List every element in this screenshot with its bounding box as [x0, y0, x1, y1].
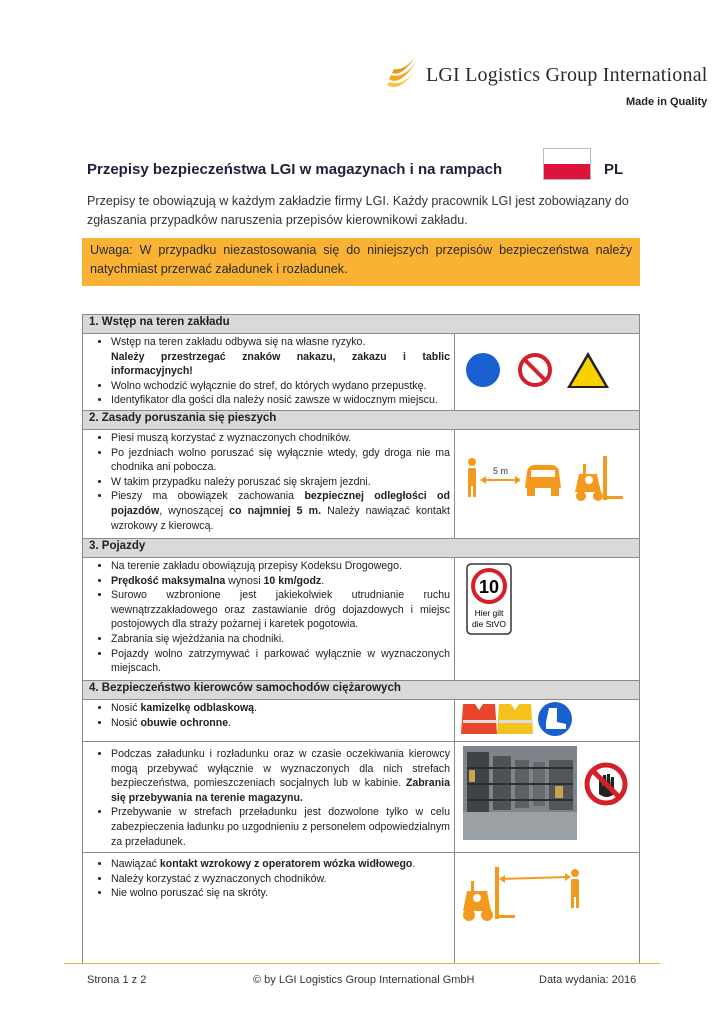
warning-box	[82, 238, 640, 286]
rules-table	[82, 314, 640, 964]
tagline: Made in Quality	[626, 96, 708, 108]
mandatory-sign-icon	[466, 353, 500, 387]
list-item: • Przebywanie w strefach przeładunku jest dozwolone tylko w celu zabezpieczenia ładunku po uzgodnieniu z personelem odpowiedzialnym za przeładunek.	[111, 805, 450, 849]
no-entry-hand-icon	[587, 765, 625, 803]
section-3-heading: 3. Pojazdy	[83, 539, 640, 558]
prohibition-sign-icon	[520, 355, 550, 385]
sign-text-line-2: die StVO	[471, 619, 507, 629]
section-3-list	[87, 559, 450, 676]
logo-mark-icon	[386, 57, 420, 93]
page-number: Strona 1 z 2	[87, 974, 147, 986]
distance-label: 5 m	[493, 466, 509, 476]
section-4b-list	[87, 747, 450, 849]
logo-text: LGI Logistics Group International	[426, 64, 708, 86]
forklift-icon	[463, 867, 515, 921]
section-1-list	[87, 335, 450, 408]
pedestrian-icon	[571, 869, 579, 908]
section-4-heading: 4. Bezpieczeństwo kierowców samochodów ciężarowych	[83, 681, 640, 700]
speed-limit-number: 10	[478, 577, 500, 597]
list-item: • Identyfikator dla gości dla należy nosić zawsze w widocznym miejscu.	[111, 393, 450, 408]
section-4c-list	[87, 857, 450, 901]
copyright: © by LGI Logistics Group International GmbH	[253, 974, 475, 986]
list-item: • Piesi muszą korzystać z wyznaczonych chodników.	[111, 431, 450, 446]
list-item: • Nosić obuwie ochronne.	[111, 716, 450, 731]
warehouse-photo	[463, 746, 577, 840]
list-item: • Wolno wchodzić wyłącznie do stref, do których wydano przepustkę.	[111, 379, 450, 394]
list-item: • Zabrania się wjeżdżania na chodniki.	[111, 632, 450, 647]
list-item: • Pieszy ma obowiązek zachowania bezpiecznej odległości od pojazdów, wynoszącej co najmniej 5 m. Należy nawiązać kontakt wzrokowy z kierowcą.	[111, 489, 450, 533]
safety-vest-icon	[461, 704, 533, 734]
warning-text: Uwaga: W przypadku niezastosowania się do niniejszych przepisów bezpieczeństwa należy natychmiast przerwać załadunek i rozładunek.	[90, 243, 632, 276]
section-2-list	[87, 431, 450, 533]
list-item: • Surowo wzbronione jest jakiekolwiek utrudnianie ruchu wewnątrzzakładowego oraz zastawianie dróg dojazdowych i miejsc postojowych dla straży pożarnej i karetek pogotowia.	[111, 588, 450, 632]
footer-divider	[64, 963, 660, 964]
pedestrian-icon	[468, 458, 476, 497]
language-code: PL	[604, 161, 624, 178]
list-item: • Pojazdy wolno zatrzymywać i parkować wyłącznie w wyznaczonych miejscach.	[111, 647, 450, 676]
speed-limit-sign-icon	[467, 564, 511, 634]
eye-contact-icon	[499, 873, 571, 883]
list-item: • Prędkość maksymalna wynosi 10 km/godz.	[111, 574, 450, 589]
poland-flag-icon	[543, 148, 591, 180]
intro-text: Przepisy te obowiązują w każdym zakładzie firmy LGI. Każdy pracownik LGI jest zobowiązany do zgłaszania przypadków naruszenia przepisów kierownikowi zakładu.	[87, 194, 629, 227]
safety-boots-icon	[538, 702, 572, 736]
list-item: • Po jezdniach wolno poruszać się wyłącznie wtedy, gdy droga nie ma chodnika ani pobocza.	[111, 446, 450, 475]
list-item: • Wstęp na teren zakładu odbywa się na własne ryzyko. Należy przestrzegać znaków nakazu, zakazu i tablic informacyjnych!	[111, 335, 450, 379]
logo	[386, 57, 420, 93]
list-item: • Na terenie zakładu obowiązują przepisy Kodeksu Drogowego.	[111, 559, 450, 574]
section-1-heading: 1. Wstęp na teren zakładu	[83, 315, 640, 334]
sign-text-line-1: Hier gilt	[474, 608, 504, 618]
issue-date: Data wydania: 2016	[539, 974, 637, 986]
section-2-heading: 2. Zasady poruszania się pieszych	[83, 411, 640, 430]
distance-arrow-icon	[480, 476, 521, 484]
list-item: • Nie wolno poruszać się na skróty.	[111, 886, 450, 901]
page-title: Przepisy bezpieczeństwa LGI w magazynach i na rampach	[87, 161, 503, 178]
list-item: • W takim przypadku należy poruszać się skrajem jezdni.	[111, 475, 450, 490]
forklift-icon	[575, 456, 623, 501]
section-4a-list	[87, 701, 450, 730]
list-item: • Podczas załadunku i rozładunku oraz w czasie oczekiwania kierowcy mogą przebywać wyłącznie w wyznaczonych dla nich strefach bezpieczeństwa, pomieszczeniach socjalnych lub w kabinie. Zabrania się przebywania na terenie magazynu.	[111, 747, 450, 805]
list-item: • Należy korzystać z wyznaczonych chodników.	[111, 872, 450, 887]
list-item: • Nawiązać kontakt wzrokowy z operatorem wózka widłowego.	[111, 857, 450, 872]
list-item: • Nosić kamizelkę odblaskową.	[111, 701, 450, 716]
car-icon	[525, 465, 561, 496]
warning-sign-icon	[567, 352, 609, 388]
